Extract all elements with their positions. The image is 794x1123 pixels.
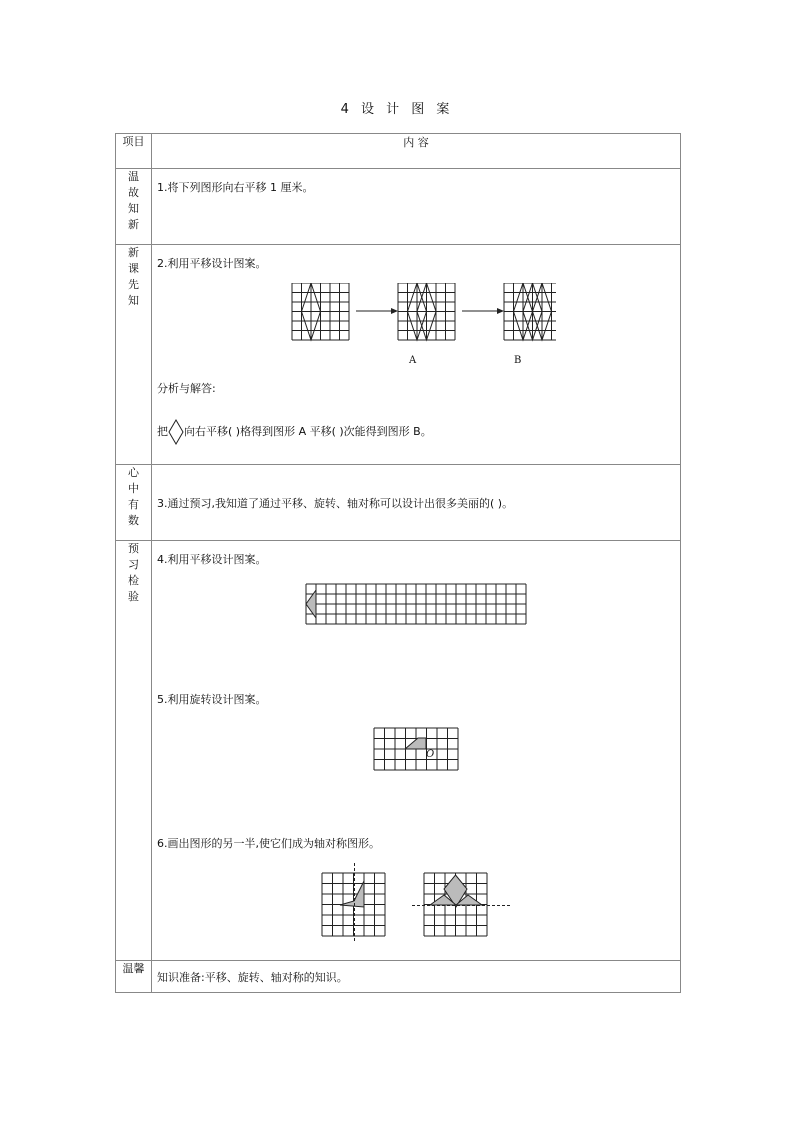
symmetry-grid-left (320, 863, 390, 943)
question-1: 1.将下列图形向右平移 1 厘米。 (157, 181, 314, 194)
row-label-preview-check: 预 习 检 验 (116, 541, 152, 961)
figure-label-a: A (409, 355, 417, 366)
analysis-label: 分析与解答: (157, 382, 216, 395)
tip-text: 知识准备:平移、旋转、轴对称的知识。 (157, 970, 348, 984)
question-5: 5.利用旋转设计图案。 (157, 693, 267, 706)
question-3: 3.通过预习,我知道了通过平移、旋转、轴对称可以设计出很多美丽的( )。 (157, 496, 514, 510)
row-label-summary: 心 中 有 数 (116, 465, 152, 541)
answer-line: 把 向右平移( )格得到图形 A 平移( )次能得到图形 B。 (157, 419, 432, 445)
figure-label-b: B (514, 355, 522, 366)
question-6: 6.画出图形的另一半,使它们成为轴对称图形。 (157, 837, 380, 850)
strip-grid (305, 583, 527, 629)
question-4: 4.利用平移设计图案。 (157, 553, 267, 566)
rhombus-icon (168, 419, 184, 445)
row-label-new-lesson: 新 课 先 知 (116, 245, 152, 465)
page-title: 4 设 计 图 案 (340, 102, 454, 117)
rotation-center-label: O (426, 749, 435, 760)
symmetry-grid-right (412, 867, 512, 943)
header-content: 内 容 (152, 134, 681, 169)
header-item: 项目 (116, 134, 152, 169)
rotation-grid (373, 727, 463, 773)
lesson-table (115, 133, 681, 993)
row-label-review: 温 故 知 新 (116, 169, 152, 245)
row-label-tip: 温馨 (116, 961, 152, 993)
question-2: 2.利用平移设计图案。 (157, 257, 267, 270)
